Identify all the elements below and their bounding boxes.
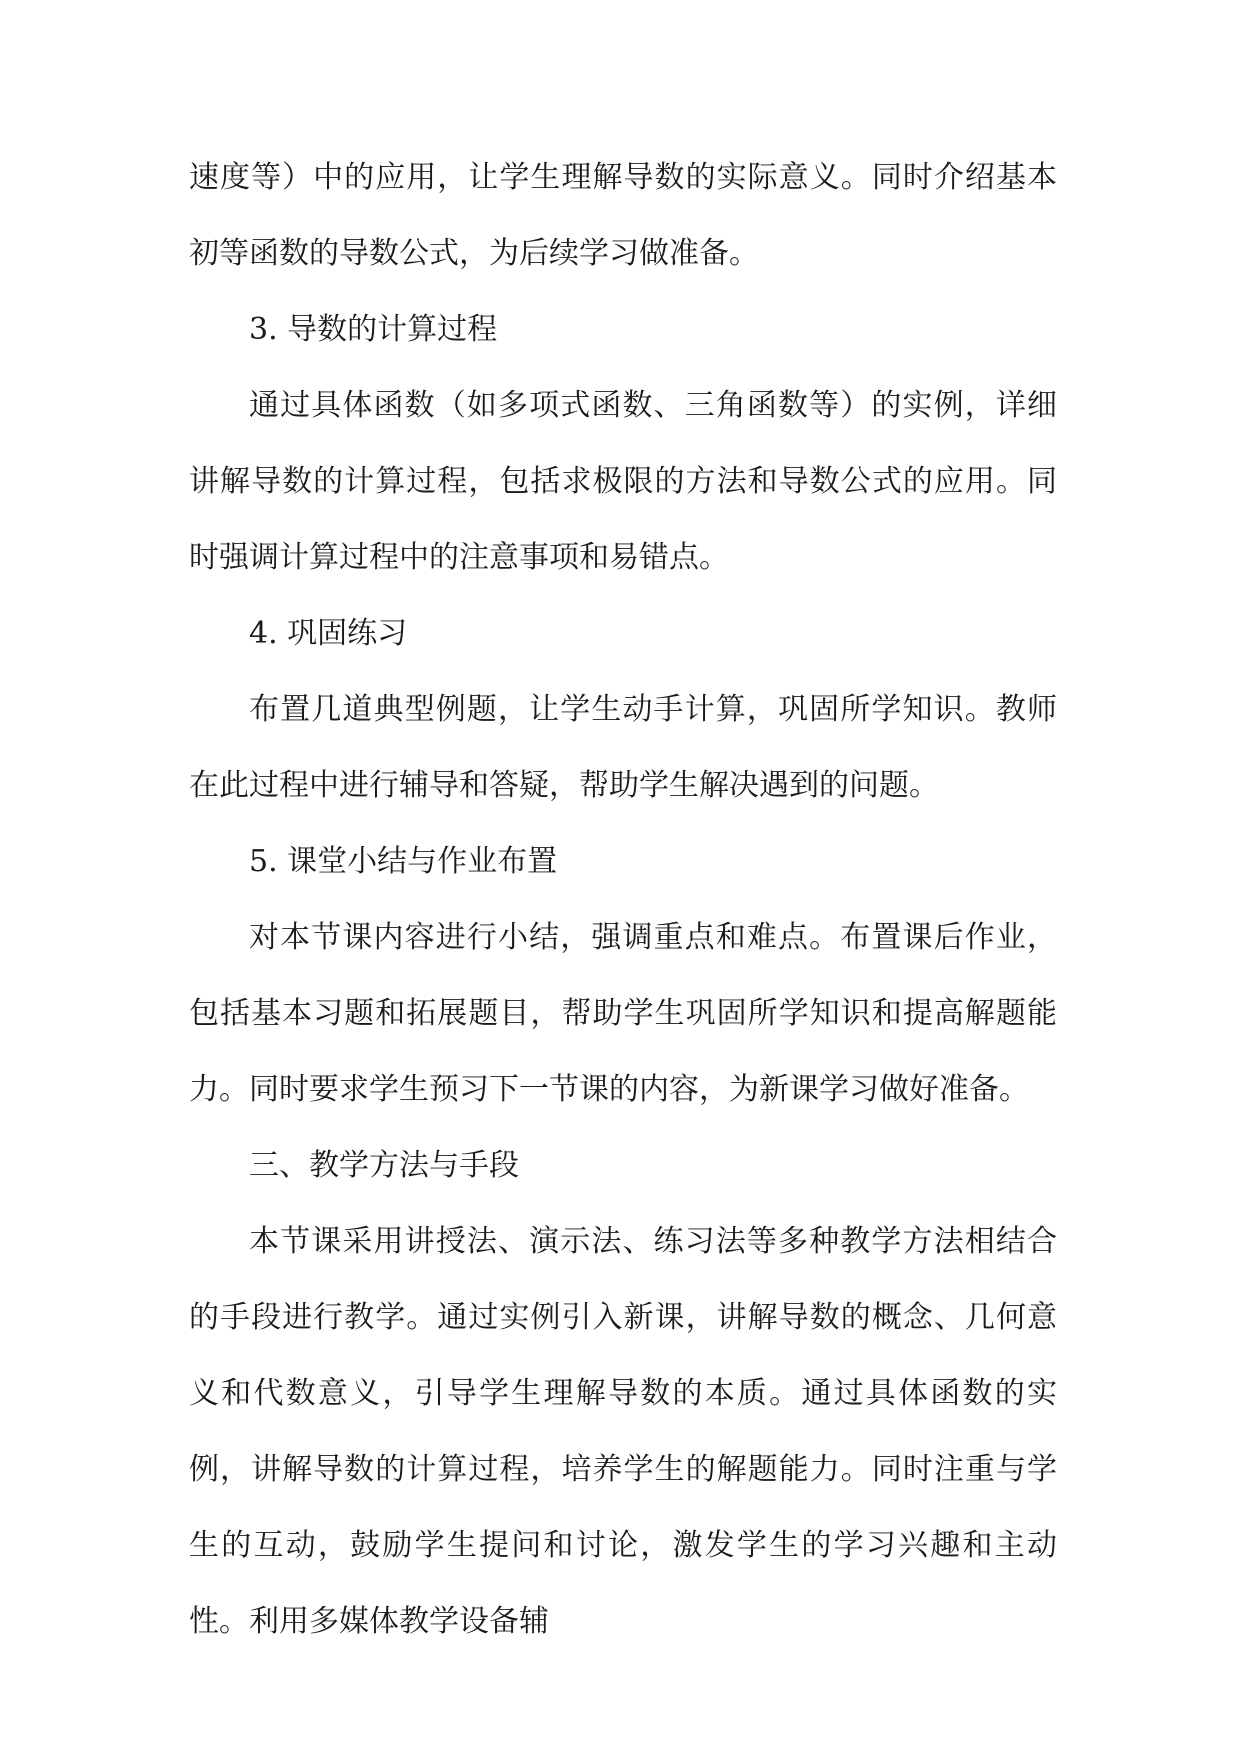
section-heading-5: 5. 课堂小结与作业布置 <box>249 844 558 879</box>
paragraph-calculation-process: 通过具体函数（如多项式函数、三角函数等）的实例，详细讲解导数的计算过程，包括求极限的方法和导数公式的应用。同时强调计算过程中的注意事项和易错点。 <box>189 388 1057 575</box>
document-page <box>189 140 1057 1660</box>
section-heading-4: 4. 巩固练习 <box>249 616 408 651</box>
paragraph-continued: 速度等）中的应用，让学生理解导数的实际意义。同时介绍基本初等函数的导数公式，为后续学习做准备。 <box>189 160 1057 271</box>
paragraph-summary-homework: 对本节课内容进行小结，强调重点和难点。布置课后作业，包括基本习题和拓展题目，帮助学生巩固所学知识和提高解题能力。同时要求学生预习下一节课的内容，为新课学习做好准备。 <box>189 920 1057 1107</box>
section-heading-methods: 三、教学方法与手段 <box>249 1148 519 1183</box>
section-heading-3: 3. 导数的计算过程 <box>249 312 498 347</box>
paragraph-methods: 本节课采用讲授法、演示法、练习法等多种教学方法相结合的手段进行教学。通过实例引入新课，讲解导数的概念、几何意义和代数意义，引导学生理解导数的本质。通过具体函数的实例，讲解导数的计算过程，培养学生的解题能力。同时注重与学生的互动，鼓励学生提问和讨论，激发学生的学习兴趣和主动性。利用多媒体教学设备辅 <box>189 1224 1057 1639</box>
paragraph-practice: 布置几道典型例题，让学生动手计算，巩固所学知识。教师在此过程中进行辅导和答疑，帮助学生解决遇到的问题。 <box>189 692 1057 803</box>
